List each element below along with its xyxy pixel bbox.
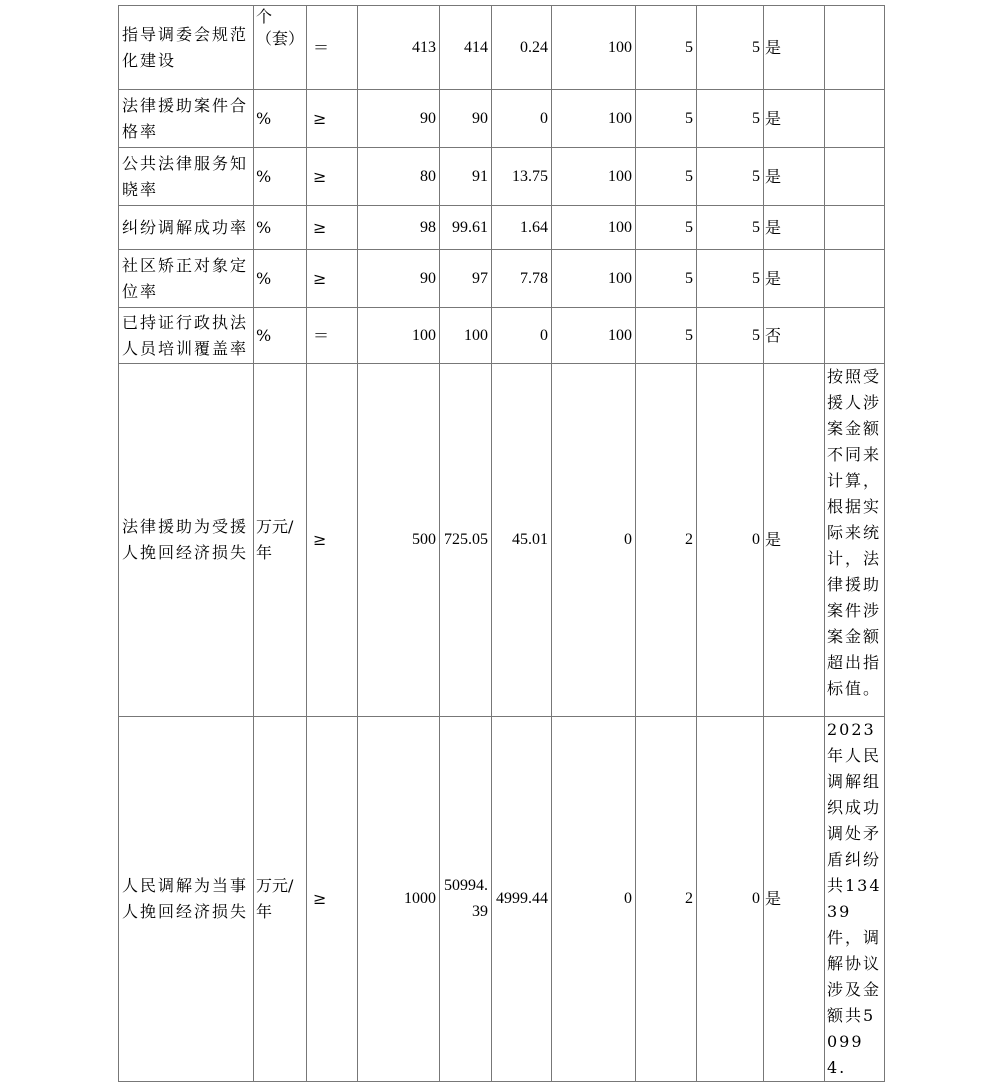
cell-unit: % [254,148,307,206]
cell-note [825,250,885,308]
cell-score: 5 [636,308,697,364]
cell-note: 按照受援人涉案金额不同来计算，根据实际来统计，法律援助案件涉案金额超出指标值。 [825,364,885,717]
cell-symbol: ≥ [307,90,358,148]
performance-table [118,5,885,1082]
cell-name: 社区矫正对象定位率 [119,250,254,308]
cell-target: 1000 [358,717,440,1082]
cell-unit: % [254,206,307,250]
cell-met: 是 [764,250,825,308]
cell-score: 5 [636,90,697,148]
cell-note [825,308,885,364]
cell-target: 90 [358,90,440,148]
table-row [119,308,885,364]
cell-name: 公共法律服务知晓率 [119,148,254,206]
table-row [119,250,885,308]
cell-actual: 414 [440,6,492,90]
cell-actual: 90 [440,90,492,148]
cell-actual: 99.61 [440,206,492,250]
table-row [119,148,885,206]
cell-name: 法律援助案件合格率 [119,90,254,148]
cell-met: 是 [764,364,825,717]
cell-deviation: 4999.44 [492,717,552,1082]
cell-unit: 个（套） [254,6,307,90]
cell-symbol: ≥ [307,250,358,308]
cell-target: 80 [358,148,440,206]
cell-name: 已持证行政执法人员培训覆盖率 [119,308,254,364]
cell-score: 2 [636,364,697,717]
table-row [119,90,885,148]
cell-actual: 97 [440,250,492,308]
cell-deviation: 45.01 [492,364,552,717]
cell-weight: 100 [552,206,636,250]
cell-name: 法律援助为受援人挽回经济损失 [119,364,254,717]
cell-target: 100 [358,308,440,364]
cell-got: 5 [697,148,764,206]
cell-score: 5 [636,148,697,206]
cell-unit: % [254,250,307,308]
cell-symbol: ≥ [307,148,358,206]
cell-symbol: ≥ [307,717,358,1082]
table-row [119,206,885,250]
cell-symbol: ≥ [307,206,358,250]
cell-got: 0 [697,364,764,717]
cell-met: 是 [764,717,825,1082]
cell-note [825,148,885,206]
cell-actual: 100 [440,308,492,364]
cell-weight: 100 [552,308,636,364]
cell-score: 5 [636,6,697,90]
table-row [119,364,885,717]
cell-got: 5 [697,308,764,364]
cell-unit: 万元/年 [254,364,307,717]
cell-met: 是 [764,6,825,90]
cell-unit: % [254,308,307,364]
cell-met: 是 [764,90,825,148]
cell-unit: % [254,90,307,148]
cell-deviation: 0 [492,90,552,148]
cell-unit: 万元/年 [254,717,307,1082]
cell-name: 指导调委会规范化建设 [119,6,254,90]
cell-weight: 0 [552,364,636,717]
cell-target: 500 [358,364,440,717]
cell-actual: 725.05 [440,364,492,717]
cell-symbol: ＝ [307,308,358,364]
cell-met: 否 [764,308,825,364]
cell-target: 90 [358,250,440,308]
cell-target: 413 [358,6,440,90]
cell-weight: 100 [552,90,636,148]
cell-deviation: 13.75 [492,148,552,206]
cell-weight: 0 [552,717,636,1082]
cell-got: 5 [697,250,764,308]
cell-weight: 100 [552,148,636,206]
cell-met: 是 [764,206,825,250]
cell-met: 是 [764,148,825,206]
cell-name: 人民调解为当事人挽回经济损失 [119,717,254,1082]
table-row [119,717,885,1082]
cell-note [825,90,885,148]
cell-score: 5 [636,250,697,308]
cell-deviation: 0 [492,308,552,364]
cell-deviation: 1.64 [492,206,552,250]
cell-actual: 50994.39 [440,717,492,1082]
cell-score: 2 [636,717,697,1082]
cell-note: 2023年人民调解组织成功调处矛盾纠纷共13439件，调解协议涉及金额共50994. [825,717,885,1082]
cell-got: 5 [697,206,764,250]
cell-deviation: 7.78 [492,250,552,308]
table-row [119,6,885,90]
cell-score: 5 [636,206,697,250]
cell-got: 5 [697,90,764,148]
cell-actual: 91 [440,148,492,206]
cell-note [825,206,885,250]
cell-deviation: 0.24 [492,6,552,90]
cell-name: 纠纷调解成功率 [119,206,254,250]
cell-weight: 100 [552,6,636,90]
cell-weight: 100 [552,250,636,308]
cell-got: 5 [697,6,764,90]
cell-got: 0 [697,717,764,1082]
cell-symbol: ≥ [307,364,358,717]
cell-target: 98 [358,206,440,250]
cell-symbol: ＝ [307,6,358,90]
cell-note [825,6,885,90]
